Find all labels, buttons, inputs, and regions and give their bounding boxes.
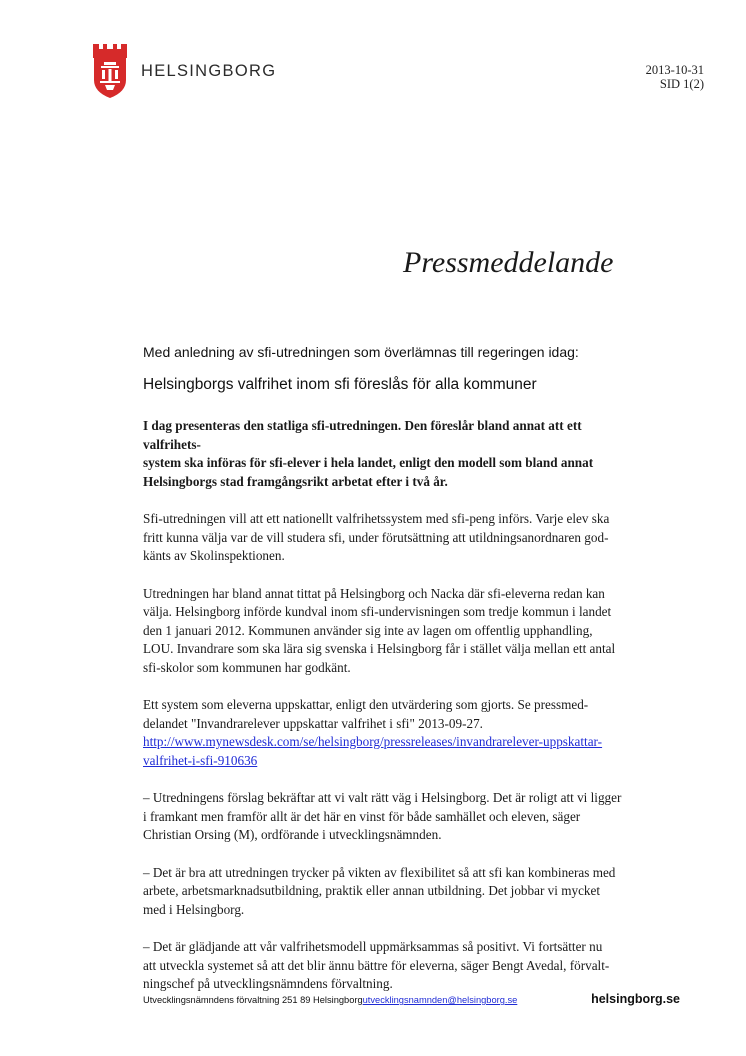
document-date: 2013-10-31 [645,63,704,77]
document-meta [646,63,704,91]
footer-email-link[interactable]: utvecklingsnamnden@helsingborg.se [362,995,518,1005]
paragraph-1: Sfi-utredningen vill att ett nationellt valfrihetssystem med sfi-peng införs. Varje elev ska fritt kunna välja var de vill studera sfi, under förutsättning att utildningsanordnaren god- känts av Skolinspektionen. [143,511,610,563]
article-body [143,417,639,1013]
paragraph-5: – Det är bra att utredningen trycker på vikten av flexibilitet så att sfi kan kombineras med arbete, arbetsmarknadsutbildning, praktik eller annan utbildning. Det jobbar vi mycket med i Helsingborg. [143,864,616,917]
paragraph-6: – Det är glädjande att vår valfrihetsmodell uppmärksammas så positivt. Vi fortsätter nu att utveckla systemet så att det blir ännu bättre för eleverna, säger Bengt Avedal, förvalt- ningschef på utvecklingsnämndens förvaltning. [143,939,610,991]
paragraph-4: – Utredningens förslag bekräftar att vi valt rätt väg i Helsingborg. Det är roligt att vi ligger i framkant men framför allt är det här en vinst för både samhället och eleven, säger Christian Orsing (M), ordförande i utvecklingsnämnden. [143,790,622,842]
intro-paragraph: I dag presenteras den statliga sfi-utredningen. Den föreslår bland annat att ett valfrihets- system ska införas för sfi-elever i hela landet, enligt den modell som bland annat Helsingborgs stad framgångsrikt arbetat efter i två år. [143,418,594,489]
brand-name: HELSINGBORG [141,62,277,80]
page-title: Pressmeddelande [403,246,614,279]
helsingborg-crest-icon [93,44,127,98]
footer-address: Utvecklingsnämndens förvaltning 251 89 Helsingborgutvecklingsnamnden@helsingborg.se [143,995,518,1005]
press-release-link[interactable]: http://www.mynewsdesk.com/se/helsingborg/pressreleases/invandrarelever-uppskattar- valfrihet-i-sfi-910636 [143,734,603,768]
paragraph-3: Ett system som eleverna uppskattar, enligt den utvärdering som gjorts. Se pressmed- delandet "Invandrarelever uppskattar valfrihet i sfi" 2013-09-27. http://www.mynewsdesk.com/se/helsingborg/pressreleases/invandrarelever-uppskattar- valfrihet-i-sfi-910636 [143,697,603,768]
paragraph-2: Utredningen har bland annat tittat på Helsingborg och Nacka där sfi-eleverna redan kan välja. Helsingborg införde kundval inom sfi-undervisningen som tredje kommun i landet den 1 januari 2012. Kommunen använder sig inte av lagen om offentlig upphandling, LOU. Invandrare som ska lära sig svenska i Helsingborg får i stället välja mellan ett antal sfi-skolor som kommunen har godkänt. [143,585,616,675]
subheading: Helsingborgs valfrihet inom sfi föreslås för alla kommuner [143,376,537,393]
page-number: SID 1(2) [659,77,704,91]
lead-line: Med anledning av sfi-utredningen som överlämnas till regeringen idag: [143,344,579,360]
footer-site[interactable]: helsingborg.se [591,992,680,1006]
